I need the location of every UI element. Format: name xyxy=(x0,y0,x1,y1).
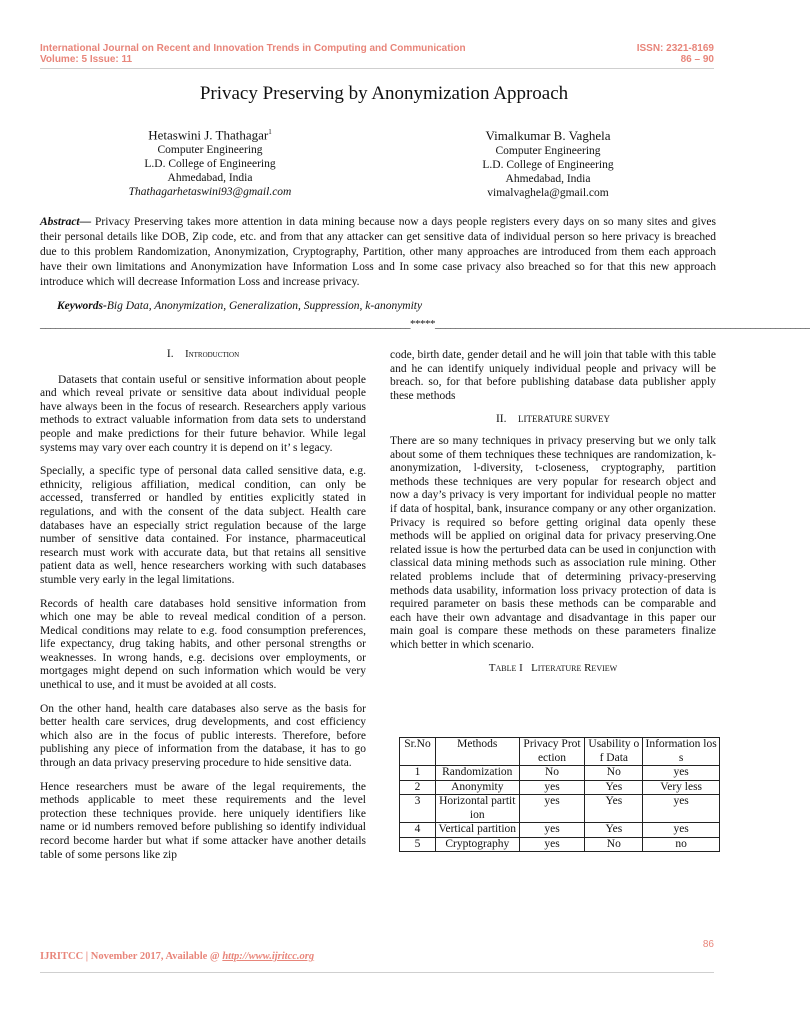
paragraph: There are so many techniques in privacy preserving but we only talk about some of them techniques these techniques are randomization, k-anonymization, l-diversity, t-closeness, cryptography, partition methods these techniques are very popular for research object and now a day’s privacy is very important for individual people no matter if data of hospital, bank, insurance company or any other organization. Privacy is required so before getting original data openly these methods will be applied on original data for privacy preserving.One related issue is how the perturbed data can be used in conjunction with classical data mining methods such as association rule mining. Other related problems include that of determining privacy-preserving methods data usability, information loss privacy protection of data is required parameter on basis these methods can be comparable and each have their own advantage and disadvantage in this paper our main goal is compare these methods on these parameters finalize which better in which scenario. xyxy=(390,434,716,651)
author-1-email: Thathagarhetaswini93@gmail.com xyxy=(128,186,292,199)
table-cell: yes xyxy=(519,823,585,838)
abstract-text: Privacy Preserving takes more attention in data mining because now a days people registers every days on so many sites and gives their personal details like DOB, Zip code, etc. and from that any attacker can get sensitive data of individual person so here privacy is breached due to this problem Randomization, Anonymization, Cryptography, Partition, other many approaches are introduced from them each approach have their own limitations and Anonymization have Information Loss and In some case privacy also breached so for that this new approach introduce which will decrease Information Loss and increase privacy. xyxy=(40,216,716,288)
author-2-name: Vimalkumar B. Vaghela xyxy=(485,128,611,143)
author-1 xyxy=(110,124,310,199)
separator-line: __________________________________________________________________________*****___________________________________________________________________________ xyxy=(40,318,810,330)
paragraph: On the other hand, health care databases also serve as the basis for better health care services, drug developments, and cost efficiency which also are in the focus of public interests. Therefore, before publishing any piece of information from the database, it has to go through an data privacy preserving procedure to hide sensitive data. xyxy=(40,702,366,770)
author-1-city: Ahmedabad, India xyxy=(167,172,253,185)
journal-name: International Journal on Recent and Innovation Trends in Computing and Communication xyxy=(40,43,466,54)
table-header-cell: Usability of Data xyxy=(585,738,643,766)
section-title: Introduction xyxy=(185,349,240,360)
author-2-email: vimalvaghela@gmail.com xyxy=(487,187,609,199)
table-row xyxy=(400,837,720,852)
author-2-college: L.D. College of Engineering xyxy=(482,159,614,171)
author-1-name: Hetaswini J. Thathagar$^1$ xyxy=(148,127,272,143)
table-cell: Very less xyxy=(643,780,720,795)
journal-volume: Volume: 5 Issue: 11 xyxy=(40,54,133,65)
table-cell: yes xyxy=(643,795,720,823)
literature-review-table xyxy=(399,737,720,852)
section-number: I. xyxy=(166,348,174,360)
author-1-college: L.D. College of Engineering xyxy=(144,158,276,171)
table-caption-title: Literature Review xyxy=(531,662,618,675)
table-cell: Yes xyxy=(585,780,643,795)
footer-text: IJRITCC | November 2017, Available @ xyxy=(40,951,223,962)
table-cell: Vertical partition xyxy=(435,823,519,838)
table-cell: 2 xyxy=(400,780,436,795)
author-1-dept: Computer Engineering xyxy=(157,144,263,157)
paper-title: Privacy Preserving by Anonymization Approach xyxy=(199,83,569,104)
footer xyxy=(40,951,314,962)
table-header-cell: Methods xyxy=(435,738,519,766)
table-header-cell: Privacy Protection xyxy=(519,738,585,766)
paragraph: code, birth date, gender detail and he will join that table with this table and he can identify uniquely individual people and privacy will be breach. so, for that before publishing database data publisher apply these methods xyxy=(390,349,716,402)
author-2-city: Ahmedabad, India xyxy=(505,173,591,185)
footer-rule xyxy=(40,972,714,973)
abstract-label: Abstract— xyxy=(40,216,92,228)
table-cell: Cryptography xyxy=(435,837,519,852)
page-range: 86 – 90 xyxy=(680,54,714,65)
table-caption xyxy=(390,662,716,676)
paragraph: Hence researchers must be aware of the legal requirements, the methods applicable to meet these requirements and the level protection these techniques provide. here uniquely identifiers like name or id numbers removed before publishing so identify individual record become harder but what if some attacker have another details table of some persons like zip xyxy=(40,780,366,861)
table-row xyxy=(400,766,720,781)
keywords-text: Big Data, Anonymization, Generalization, Suppression, k-anonymity xyxy=(106,300,423,312)
section-heading-introduction xyxy=(40,348,366,362)
table-cell: Yes xyxy=(585,823,643,838)
section-heading-literature xyxy=(390,413,716,427)
abstract xyxy=(40,215,716,290)
keywords-label: Keywords- xyxy=(57,300,107,312)
table-row xyxy=(400,823,720,838)
table-header-row xyxy=(400,738,720,766)
table-cell: yes xyxy=(519,795,585,823)
header-rule xyxy=(40,68,714,69)
table-cell: yes xyxy=(643,766,720,781)
author-2-dept: Computer Engineering xyxy=(495,145,601,157)
paragraph: Records of health care databases hold sensitive information from which one may be able to reveal medical condition of a person. Medical conditions may relate to e.g. food consumption preferences, life expectancy, drug taking habits, and other personal strengths or weaknesses. In wrong hands, e.g. decisions over employments, or mortgages might depend on such information which would be very unethical to use, and it must be avoided at all costs. xyxy=(40,597,366,692)
table-caption-number: Table I xyxy=(488,662,523,675)
separator-stars: ***** xyxy=(410,318,435,330)
paragraph: Datasets that contain useful or sensitive information about people and which reveal private or sensitive data about individual people have always been in the focus of research. Researchers apply various methods to extract valuable information from data sets to understand people and make predictions for their future behavior. While legal systems may vary over each country it is depend on it’ s legacy. xyxy=(40,373,366,454)
table-cell: no xyxy=(643,837,720,852)
table-cell: No xyxy=(585,837,643,852)
table-header-cell: Sr.No xyxy=(400,738,436,766)
table-cell: 1 xyxy=(400,766,436,781)
table-cell: Horizontal partition xyxy=(435,795,519,823)
paragraph: Specially, a specific type of personal data called sensitive data, e.g. ethnicity, religious affiliation, medical condition, can only be accessed, transferred or handled by entities explicitly stated in regulations, and with the consent of the data subject. Health care databases have an especially strict regulation because of the large number of sensitive data contained. For instance, pharmaceutical research must work with accurate data, but that retains all sensitive patient data as well, hence researchers working with such databases stumble very early in the legal limitations. xyxy=(40,465,366,586)
table-row xyxy=(400,795,720,823)
table-cell: yes xyxy=(519,780,585,795)
page-number: 86 xyxy=(702,939,714,950)
table-cell: No xyxy=(585,766,643,781)
issn-header xyxy=(637,43,714,65)
left-column xyxy=(40,348,366,872)
table-cell: yes xyxy=(643,823,720,838)
section-title: LITERATURE SURVEY xyxy=(518,414,611,425)
table-cell: No xyxy=(519,766,585,781)
table-cell: 3 xyxy=(400,795,436,823)
table-header-cell: Information loss xyxy=(643,738,720,766)
author-2 xyxy=(448,127,648,200)
table-cell: Yes xyxy=(585,795,643,823)
table-cell: 5 xyxy=(400,837,436,852)
table-cell: 4 xyxy=(400,823,436,838)
table-row xyxy=(400,780,720,795)
right-column xyxy=(390,349,716,684)
journal-header xyxy=(40,43,466,65)
keywords xyxy=(57,300,422,312)
table-cell: Anonymity xyxy=(435,780,519,795)
issn: ISSN: 2321-8169 xyxy=(636,43,714,54)
section-number: II. xyxy=(495,413,507,426)
journal-link[interactable]: http://www.ijritcc.org xyxy=(222,951,315,962)
table-cell: Randomization xyxy=(435,766,519,781)
table-cell: yes xyxy=(519,837,585,852)
